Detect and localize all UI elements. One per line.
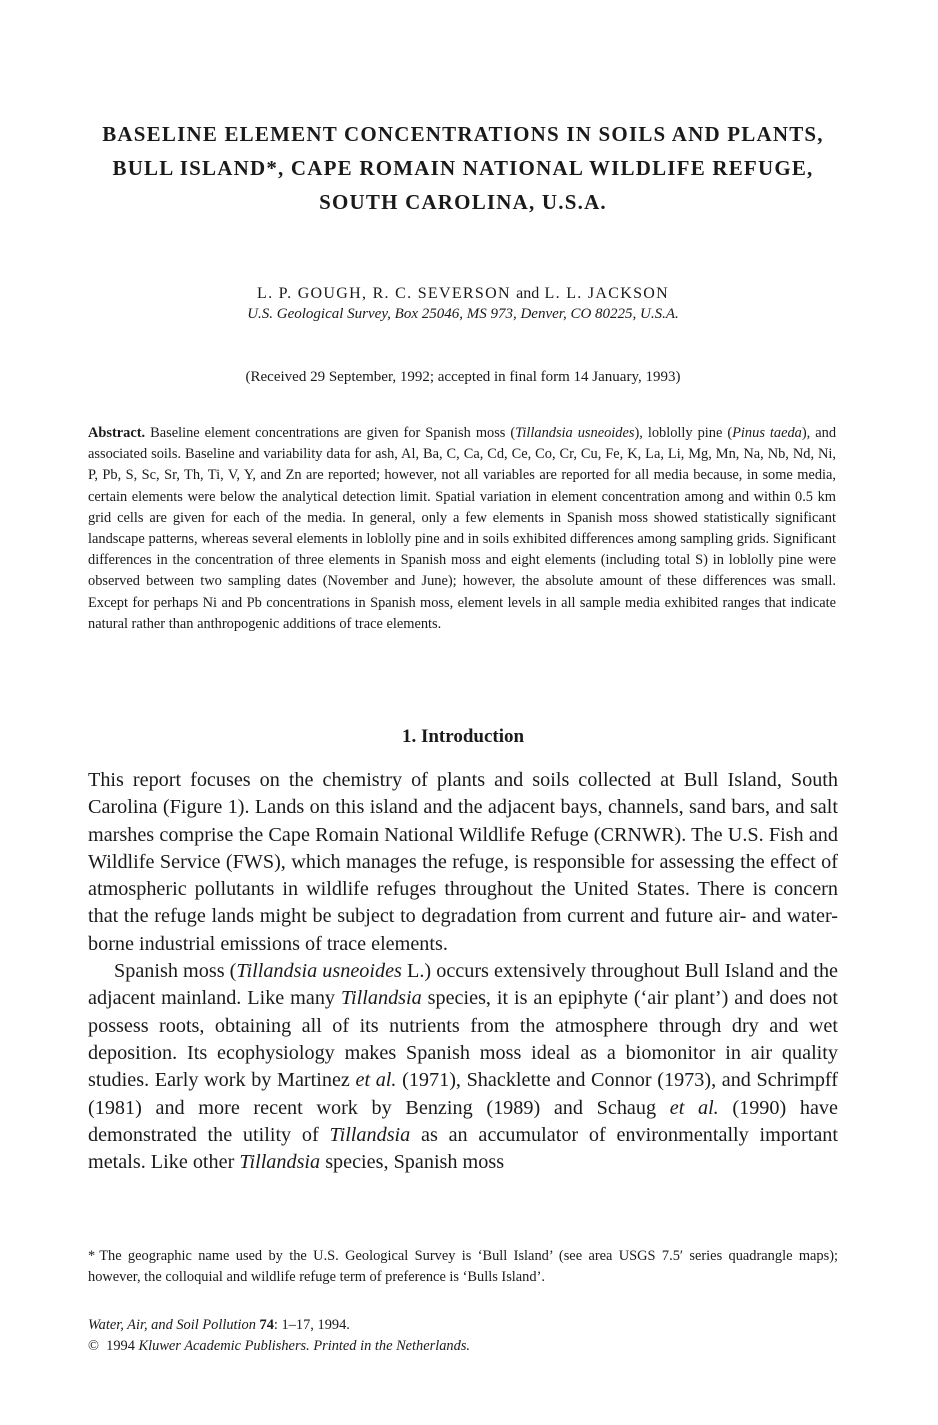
abstract-text-1: Baseline element concentrations are given for Spanish moss ( [145,425,516,441]
footnote [88,1246,838,1288]
article-title [88,117,838,219]
copyright-line [88,1336,838,1357]
p2-text-c: L.) occurs extensively throughout Bull Island and the adjacent mainland. Like many [88,960,839,1010]
author-list [88,285,838,303]
p2-italic-j: Tillandsia [329,1123,411,1146]
p2-italic-d: Tillandsia [340,987,422,1010]
title-line-2: BULL ISLAND*, CAPE ROMAIN NATIONAL WILDLIFE REFUGE, [112,156,814,180]
title-line-3: SOUTH CAROLINA, U.S.A. [319,190,607,214]
section-heading-introduction: 1. Introduction [401,726,525,747]
p2-text-m: species, Spanish moss [320,1151,505,1174]
abstract-text-2: ), loblolly pine ( [634,425,733,441]
copyright-year: 1994 [106,1338,135,1354]
journal-name: Water, Air, and Soil Pollution [88,1317,256,1333]
journal-volume: 74 [259,1317,274,1333]
author-affiliation: U.S. Geological Survey, Box 25046, MS 973, Denver, CO 80225, U.S.A. [247,306,679,322]
received-dates: (Received 29 September, 1992; accepted in final form 14 January, 1993) [245,369,681,385]
p2-text-e: species, it is an epiphyte (‘air plant’) and does not possess roots, obtaining all of its nutrients from the atmosphere through dry and wet deposition. Its ecophysiology makes Spanish moss ideal as a biomonitor in air quality studies. Early work by Martinez [88,987,838,1092]
paragraph-2 [88,958,838,1176]
p2-italic-l: Tillandsia [239,1151,321,1174]
author-and: and [516,285,540,302]
journal-line [88,1315,838,1336]
footnote-text: The geographic name used by the U.S. Geological Survey is ‘Bull Island’ (see area USGS 7.5′ series quadrangle maps); however, the colloquial and wildlife refuge term of preference is ‘Bulls Island’. [88,1248,838,1285]
introduction-body [88,767,838,1176]
copyright-symbol: © [88,1338,99,1354]
p2-italic-h: et al. [669,1096,719,1119]
abstract-species-1: Tillandsia usneoides [515,425,635,441]
journal-pages: : 1–17, 1994. [273,1317,350,1333]
abstract-species-2: Pinus taeda [732,425,802,441]
p2-text-i: (1990) have demonstrated the utility of [88,1096,838,1146]
abstract-label: Abstract. [88,425,146,441]
p2-text-a: Spanish moss ( [114,960,237,983]
author-names: L. P. GOUGH, R. C. SEVERSON [257,285,511,302]
journal-citation [88,1315,838,1357]
abstract [88,423,836,635]
p2-text-k: as an accumulator of environmentally important metals. Like other [88,1123,838,1174]
paragraph-1: This report focuses on the chemistry of plants and soils collected at Bull Island, South Carolina (Figure 1). Lands on this island and the adjacent bays, channels, sand bars, and salt marshes comprise the Cape Romain National Wildlife Refuge (CRNWR). The U.S. Fish and Wildlife Service (FWS), which manages the refuge, is responsible for assessing the effect of atmospheric pollutants in wildlife refuges throughout the United States. There is concern that the refuge lands might be subject to degradation from current and future air- and water-borne industrial emissions of trace elements. [88,769,838,955]
p2-italic-b: Tillandsia usneoides [236,960,402,983]
title-line-1: BASELINE ELEMENT CONCENTRATIONS IN SOILS AND PLANTS, [102,122,824,146]
publisher-name: Kluwer Academic Publishers. Printed in the Netherlands. [138,1338,471,1354]
footnote-mark: * [88,1248,96,1264]
p2-text-g: (1971), Shacklette and Connor (1973), and Schrimpff (1981) and more recent work by Benzing (1989) and Schaug [88,1069,838,1119]
abstract-text-3: ), and associated soils. Baseline and variability data for ash, Al, Ba, C, Ca, Cd, Ce, Co, Cr, Cu, Fe, K, La, Li, Mg, Mn, Na, Nb, Nd, Ni, P, Pb, S, Sc, Sr, Th, Ti, V, Y, and Zn are reported; however, not all variables are reported for all media because, in some media, certain elements were below the analytical detection limit. Spatial variation in element concentration among and within 0.5 km grid cells are given for each of the media. In general, only a few elements in Spanish moss showed statistically significant landscape patterns, whereas several elements in loblolly pine and in soils exhibited differences among sampling grids. Significant differences in the concentration of three elements in Spanish moss and eight elements (including total S) in loblolly pine were observed between two sampling dates (November and June); however, the absolute amount of these differences was small. Except for perhaps Ni and Pb concentrations in Spanish moss, element levels in all sample media exhibited ranges that indicate natural rather than anthropogenic additions of trace elements. [88,425,837,632]
p2-italic-f: et al. [355,1069,397,1092]
author-last: L. L. JACKSON [544,285,669,302]
